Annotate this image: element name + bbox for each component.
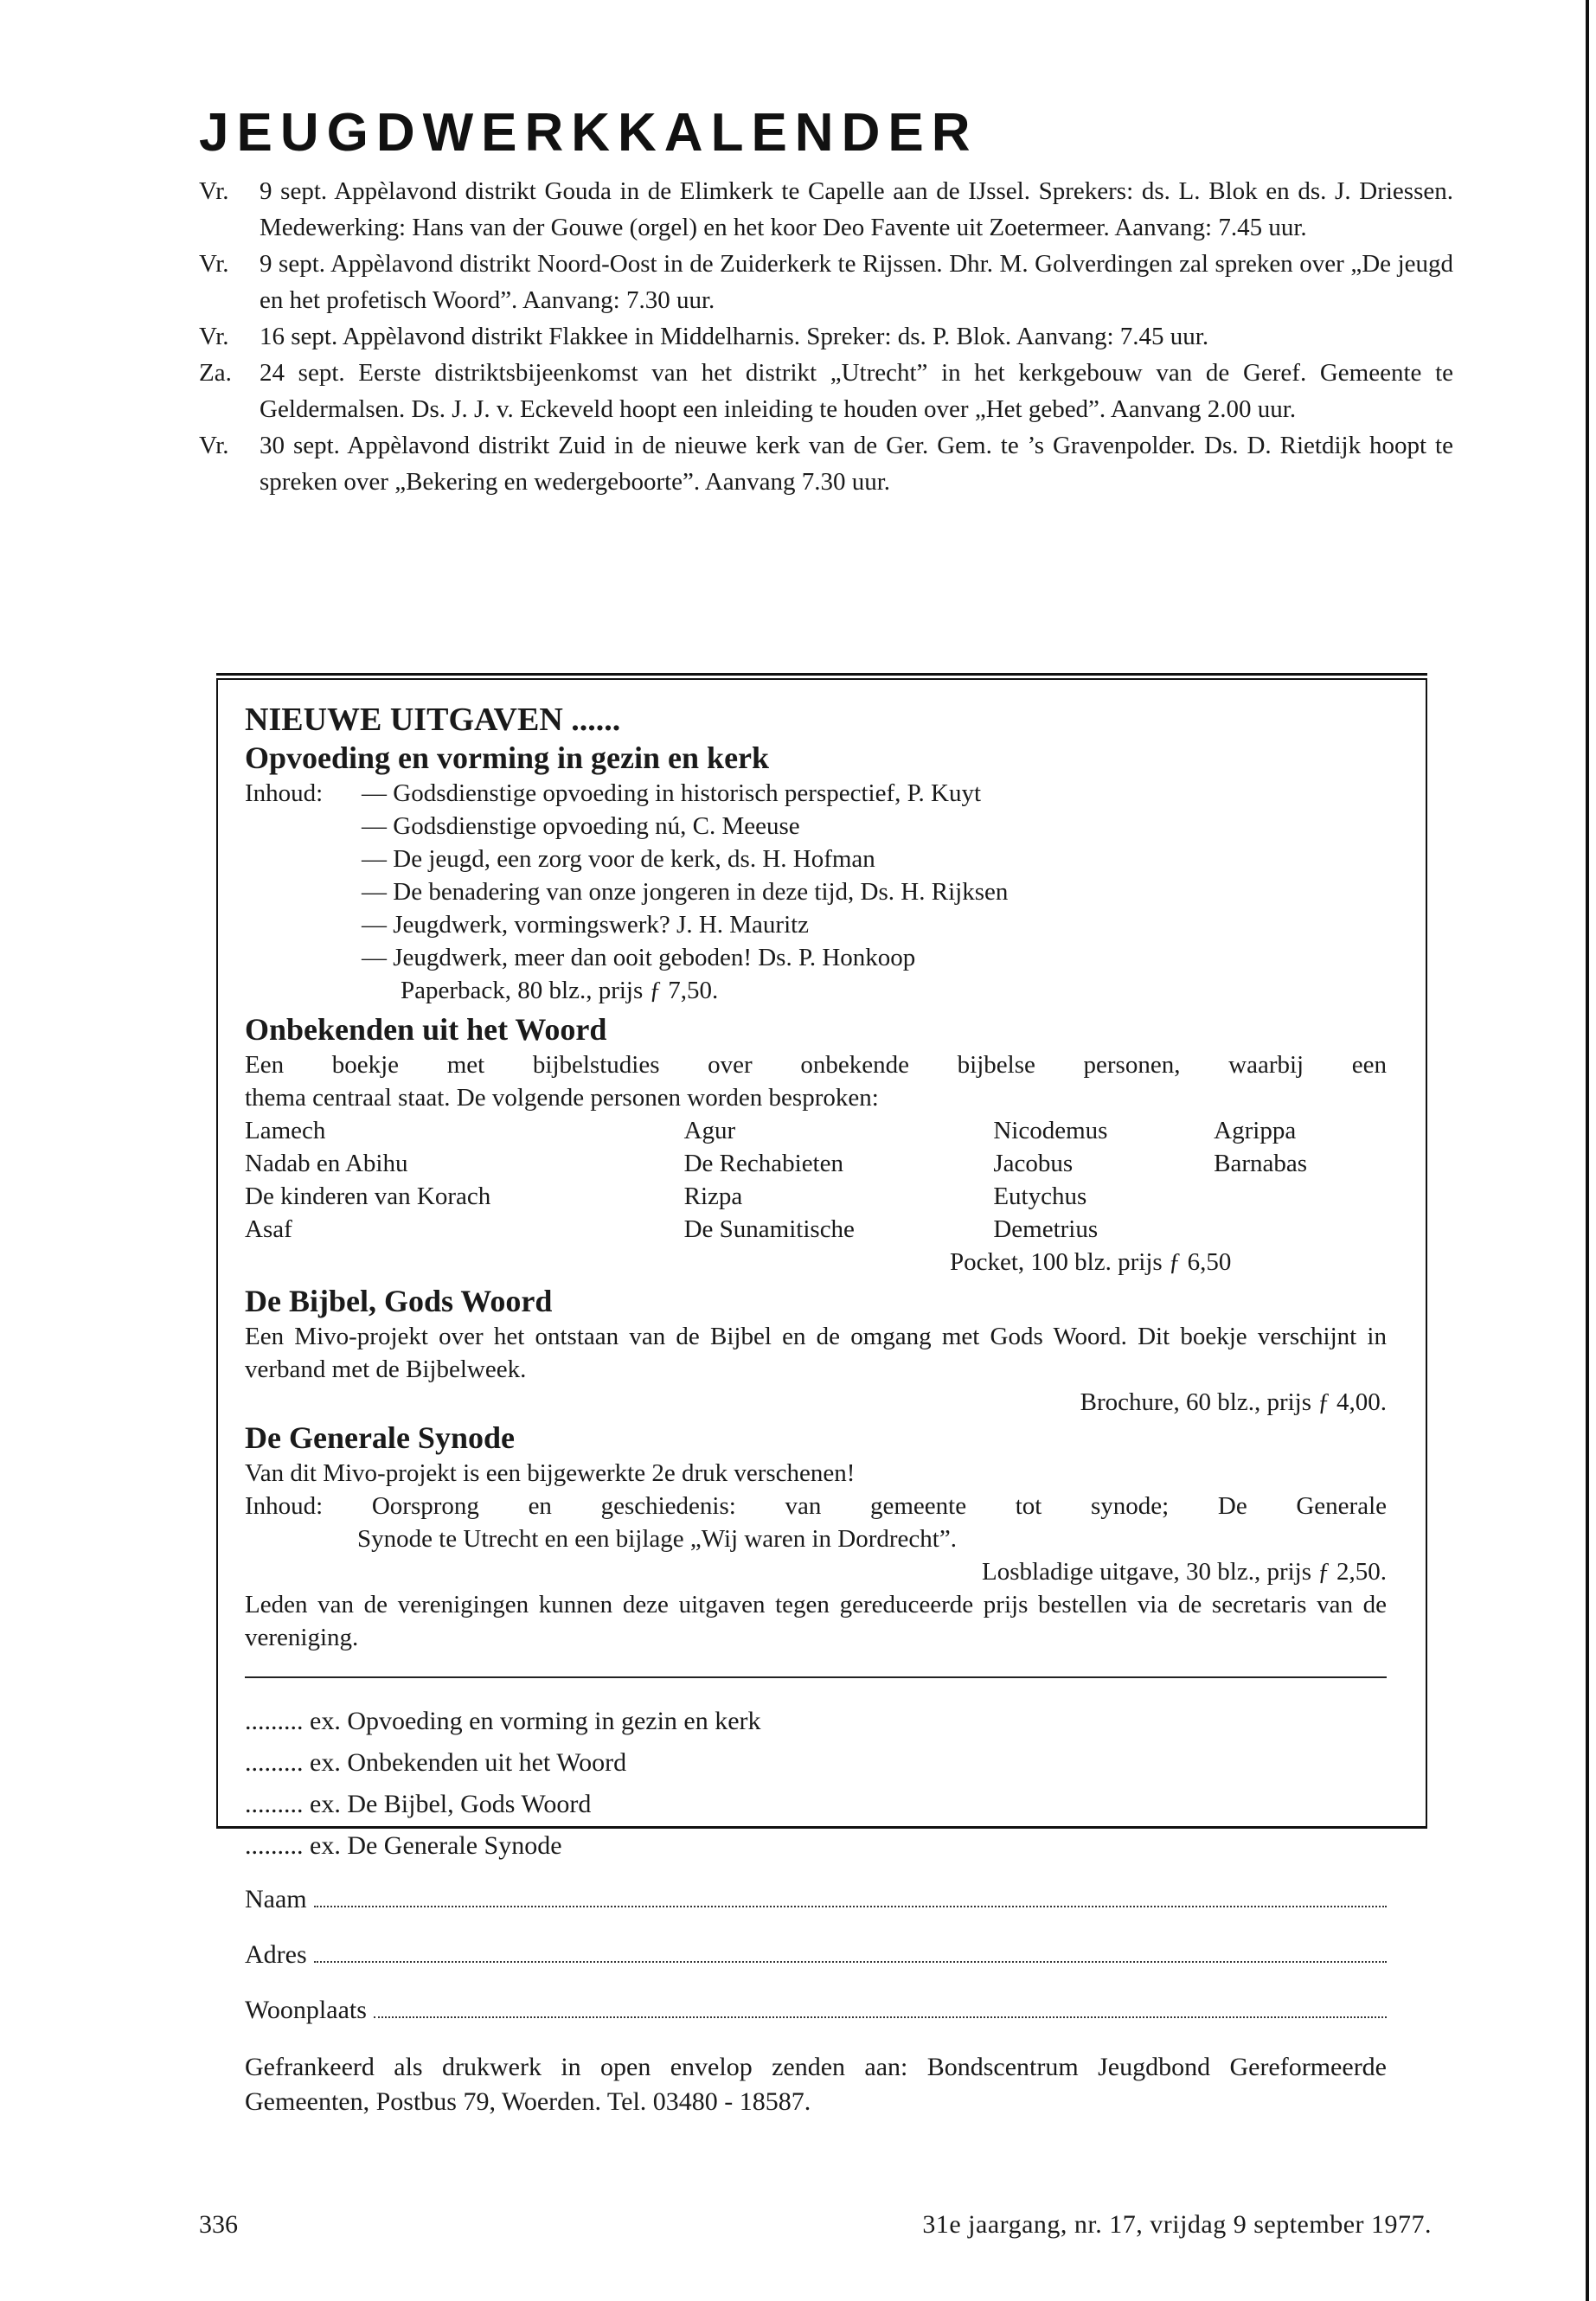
adres-field[interactable] bbox=[245, 1934, 1387, 1990]
book-title: De Bijbel, Gods Woord bbox=[245, 1284, 553, 1318]
book-title: De Generale Synode bbox=[245, 1420, 515, 1455]
book-price: Pocket, 100 blz. prijs ƒ 6,50 bbox=[950, 1248, 1232, 1276]
calendar-entry bbox=[199, 427, 1453, 500]
book-contents: Inhoud: Oorsprong en geschiedenis: van gemeente tot synode; De Generale bbox=[245, 1492, 1387, 1520]
name-cell: Nicodemus bbox=[993, 1117, 1108, 1144]
calendar-entry bbox=[199, 173, 1453, 246]
contents-item: — De jeugd, een zorg voor de kerk, ds. H. Hofman bbox=[362, 845, 875, 873]
book-price: Brochure, 60 blz., prijs ƒ 4,00. bbox=[1080, 1388, 1387, 1416]
send-note: Gefrankeerd als drukwerk in open envelop zenden aan: Bondscentrum Jeugdbond Gereformeerde Gemeenten, Postbus 79, Woerden. Tel. 03480 - 18587. bbox=[245, 2053, 1387, 2116]
order-line[interactable]: ......... ex. De Bijbel, Gods Woord bbox=[245, 1790, 592, 1818]
book-description: Een Mivo-projekt over het ontstaan van de Bijbel en de omgang met Gods Woord. Dit boekje verschijnt in verband met de Bijbelweek. bbox=[245, 1323, 1387, 1383]
book-price: Losbladige uitgave, 30 blz., prijs ƒ 2,50. bbox=[982, 1558, 1387, 1586]
names-row bbox=[245, 1114, 1387, 1147]
new-publications-box bbox=[245, 701, 1387, 1654]
name-cell: Demetrius bbox=[993, 1215, 1099, 1243]
contents-item: — Jeugdwerk, meer dan ooit geboden! Ds. P. Honkoop bbox=[362, 944, 916, 971]
name-cell: Eutychus bbox=[993, 1183, 1087, 1210]
adres-line[interactable] bbox=[314, 1940, 1387, 1963]
calendar-entry bbox=[199, 246, 1453, 318]
name-cell: De Rechabieten bbox=[683, 1150, 843, 1177]
book-description: Een boekje met bijbelstudies over onbekende bijbelse personen, waarbij een bbox=[245, 1051, 1387, 1079]
box-top-rule bbox=[216, 673, 1427, 676]
entry-day: Vr. bbox=[199, 177, 229, 205]
woonplaats-field[interactable] bbox=[245, 1990, 1387, 2045]
names-row bbox=[245, 1147, 1387, 1180]
woonplaats-line[interactable] bbox=[374, 1996, 1387, 2018]
book-title: Onbekenden uit het Woord bbox=[245, 1012, 607, 1047]
name-cell: De Sunamitische bbox=[683, 1215, 855, 1243]
name-cell: Nadab en Abihu bbox=[245, 1150, 408, 1177]
naam-label: Naam bbox=[245, 1885, 307, 1913]
name-cell: Agur bbox=[683, 1117, 736, 1144]
box-heading: NIEUWE UITGAVEN ...... bbox=[245, 702, 621, 738]
order-line[interactable]: ......... ex. De Generale Synode bbox=[245, 1831, 562, 1860]
adres-label: Adres bbox=[245, 1940, 307, 1969]
page-number: 336 bbox=[199, 2210, 238, 2239]
order-line[interactable]: ......... ex. Onbekenden uit het Woord bbox=[245, 1748, 627, 1777]
name-cell: Barnabas bbox=[1214, 1150, 1308, 1177]
entry-day: Za. bbox=[199, 359, 232, 387]
page-title: JEUGDWERKKALENDER bbox=[199, 103, 978, 163]
contents-item: — Godsdienstige opvoeding nú, C. Meeuse bbox=[362, 812, 800, 840]
entry-day: Vr. bbox=[199, 323, 229, 350]
issue-info: 31e jaargang, nr. 17, vrijdag 9 september 1977. bbox=[922, 2210, 1432, 2239]
page-edge-rule bbox=[1586, 0, 1589, 2301]
name-cell: Asaf bbox=[245, 1215, 292, 1243]
members-note: Leden van de verenigingen kunnen deze uitgaven tegen gereduceerde prijs bestellen via de secretaris van de vereniging. bbox=[245, 1591, 1387, 1651]
name-cell: Rizpa bbox=[683, 1183, 743, 1210]
entry-day: Vr. bbox=[199, 250, 229, 278]
book-price: Paperback, 80 blz., prijs ƒ 7,50. bbox=[401, 977, 719, 1004]
naam-field[interactable] bbox=[245, 1879, 1387, 1934]
naam-line[interactable] bbox=[314, 1885, 1387, 1907]
contents-label: Inhoud: bbox=[245, 779, 324, 807]
book-title: Opvoeding en vorming in gezin en kerk bbox=[245, 740, 770, 775]
name-cell: Agrippa bbox=[1214, 1117, 1297, 1144]
box-left-rule bbox=[216, 678, 218, 1829]
book-contents: Synode te Utrecht en een bijlage „Wij waren in Dordrecht”. bbox=[357, 1525, 957, 1553]
contents-row bbox=[245, 777, 1387, 810]
calendar-list bbox=[199, 173, 1453, 500]
contents-item: — Jeugdwerk, vormingswerk? J. H. Mauritz bbox=[362, 911, 810, 939]
name-cell bbox=[1214, 1213, 1387, 1246]
entry-text: 9 sept. Appèlavond distrikt Gouda in de Elimkerk te Capelle aan de IJssel. Sprekers: ds. L. Blok en ds. J. Driessen. Medewerking: Hans van der Gouwe (orgel) en het koor Deo Favente uit Zoetermeer. Aanvang: 7.45 uur. bbox=[260, 177, 1453, 241]
box-right-rule bbox=[1426, 678, 1427, 1829]
book-description: thema centraal staat. De volgende personen worden besproken: bbox=[245, 1084, 879, 1112]
names-row bbox=[245, 1180, 1387, 1213]
box-top-rule-thin bbox=[216, 678, 1427, 680]
names-row bbox=[245, 1213, 1387, 1246]
order-line[interactable]: ......... ex. Opvoeding en vorming in gezin en kerk bbox=[245, 1707, 761, 1735]
order-form-divider bbox=[245, 1676, 1387, 1678]
name-cell: Lamech bbox=[245, 1117, 326, 1144]
entry-text: 30 sept. Appèlavond distrikt Zuid in de nieuwe kerk van de Ger. Gem. te ’s Gravenpolder. Ds. D. Rietdijk hoopt te spreken over „Bekering en wedergeboorte”. Aanvang 7.30 uur. bbox=[260, 432, 1453, 496]
entry-text: 9 sept. Appèlavond distrikt Noord-Oost in de Zuiderkerk te Rijssen. Dhr. M. Golverdingen zal spreken over „De jeugd en het profetisch Woord”. Aanvang: 7.30 uur. bbox=[260, 250, 1453, 314]
woonplaats-label: Woonplaats bbox=[245, 1996, 367, 2024]
book-description: Van dit Mivo-projekt is een bijgewerkte 2e druk verschenen! bbox=[245, 1459, 856, 1487]
entry-text: 16 sept. Appèlavond distrikt Flakkee in Middelharnis. Spreker: ds. P. Blok. Aanvang: 7.45 uur. bbox=[260, 323, 1209, 350]
entry-text: 24 sept. Eerste distriktsbijeenkomst van het distrikt „Utrecht” in het kerkgebouw van de Geref. Gemeente te Geldermalsen. Ds. J. J. v. Eckeveld hoopt een inleiding te houden over „Het gebed”. Aanvang 2.00 uur. bbox=[260, 359, 1453, 423]
name-cell: De kinderen van Korach bbox=[245, 1183, 491, 1210]
name-cell bbox=[1214, 1180, 1387, 1213]
contents-item: — Godsdienstige opvoeding in historisch perspectief, P. Kuyt bbox=[362, 779, 982, 807]
calendar-entry bbox=[199, 355, 1453, 427]
order-form bbox=[245, 1701, 1387, 2119]
entry-day: Vr. bbox=[199, 432, 229, 459]
contents-item: — De benadering van onze jongeren in deze tijd, Ds. H. Rijksen bbox=[362, 878, 1009, 906]
calendar-entry bbox=[199, 318, 1453, 355]
name-cell: Jacobus bbox=[993, 1150, 1074, 1177]
